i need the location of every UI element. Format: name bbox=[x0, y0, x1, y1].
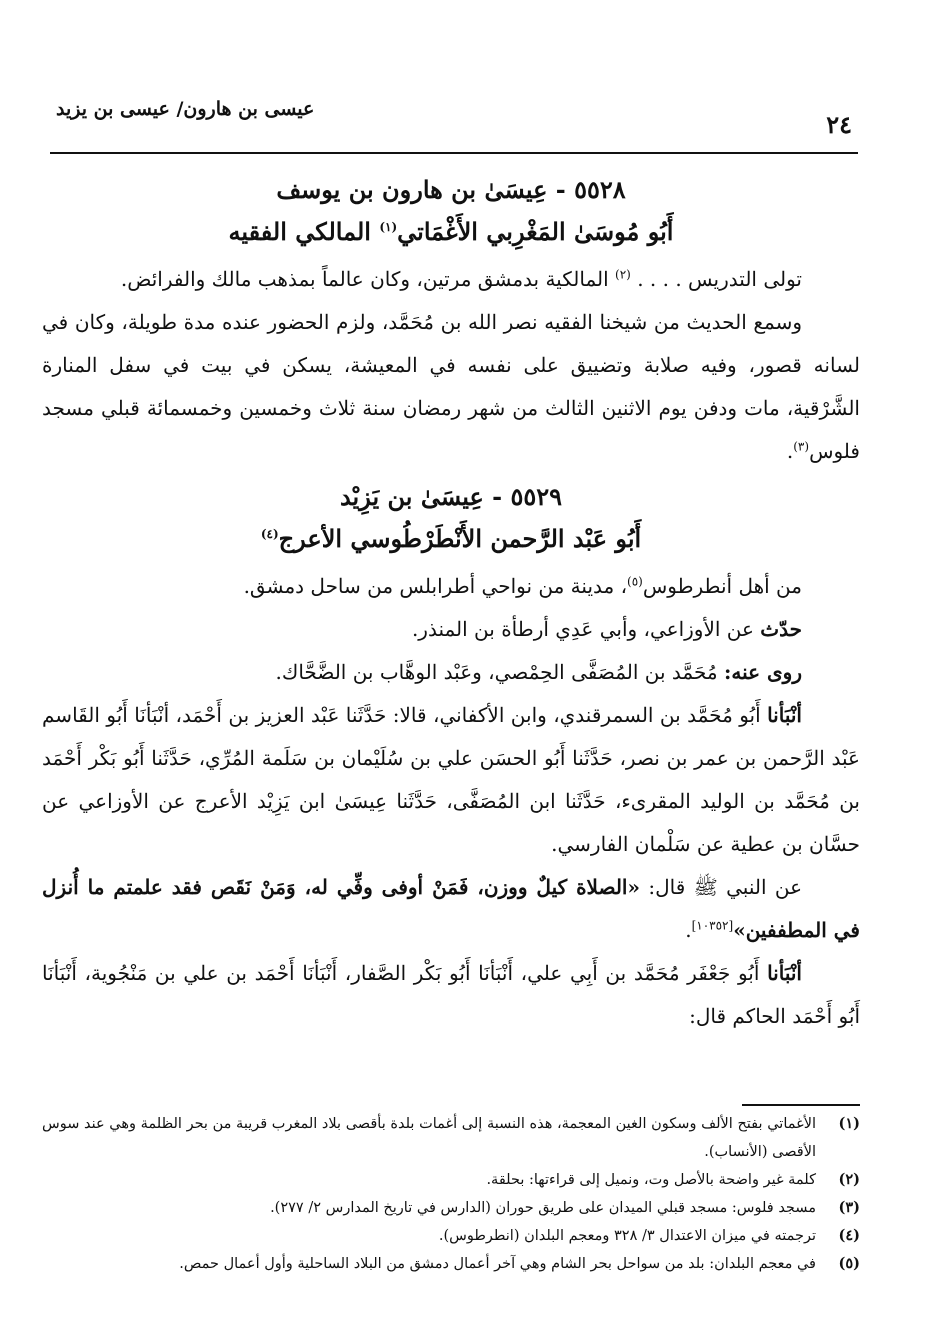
footnote-text: في معجم البلدان: بلد من سواحل بحر الشام وهي آخر أعمال دمشق من البلاد الساحلية وأول أعمال حمص. bbox=[179, 1256, 816, 1272]
footnote-item bbox=[42, 1250, 860, 1278]
footnote-item bbox=[42, 1194, 860, 1222]
footnote-item bbox=[42, 1222, 860, 1250]
footnote-ref[interactable]: (١) bbox=[379, 220, 398, 234]
paragraph-label: أنْبَأنا bbox=[767, 703, 802, 727]
paragraph-label: حدّث bbox=[760, 617, 802, 641]
entry-5528 bbox=[42, 170, 860, 473]
footnote-text: مسجد فلوس: مسجد قبلي الميدان على طريق حوران (الدارس في تاريخ المدارس ٢/ ٢٧٧). bbox=[270, 1200, 816, 1216]
text: عن النبي ﷺ قال: bbox=[640, 875, 803, 899]
text: تولى التدريس . . . . bbox=[630, 267, 802, 291]
paragraph bbox=[42, 866, 860, 952]
hadith-number: [١٠٣٥٢] bbox=[691, 918, 734, 933]
footnote-text: كلمة غير واضحة بالأصل وت، ونميل إلى قراءتها: بحلقة. bbox=[486, 1172, 816, 1188]
main-text bbox=[42, 170, 860, 1038]
paragraph-label: روى عنه: bbox=[723, 660, 802, 684]
subtitle-tail: المالكي الفقيه bbox=[228, 217, 380, 246]
text: . bbox=[685, 918, 692, 942]
text: . bbox=[786, 439, 794, 463]
footnotes bbox=[42, 1110, 860, 1278]
footnote-number: (٥) bbox=[838, 1255, 860, 1272]
footnote-divider bbox=[742, 1104, 860, 1106]
footnote-number: (١) bbox=[838, 1115, 860, 1132]
footnote-text: الأغماتي بفتح الألف وسكون الغين المعجمة، هذه النسبة إلى أغمات بلدة بأقصى بلاد المغرب قريبة من بحر الظلمة وهي عند سوس الأقصى (الأنساب). bbox=[42, 1116, 816, 1160]
subtitle-name: أَبُو مُوسَىٰ المَغْرِبي الأَغْمَاتي bbox=[397, 217, 674, 246]
footnote-ref[interactable]: (٥) bbox=[627, 574, 643, 589]
footnote-ref[interactable]: (٢) bbox=[615, 267, 631, 282]
paragraph-label: أنْبَأنا bbox=[767, 961, 802, 985]
paragraph bbox=[42, 651, 860, 694]
text: المالكية بدمشق مرتين، وكان عالماً بمذهب مالك والفرائض. bbox=[120, 267, 616, 291]
paragraph bbox=[42, 258, 860, 301]
text: عن الأوزاعي، وأبي عَدِي أرطأة بن المنذر. bbox=[411, 617, 761, 641]
text: ، مدينة من نواحي أطرابلس من ساحل دمشق. bbox=[243, 574, 628, 598]
text: وسمع الحديث من شيخنا الفقيه نصر الله بن مُحَمَّد، ولزم الحضور عنده مدة طويلة، وكان في لسانه قصور، وفيه صلابة وتضييق على نفسه في المعيشة، يسكن في بيت في سفل المنارة الشَّرْقية، مات ودفن يوم الاثنين الثالث من شهر رمضان سنة ثلاث وخمسين وخمسمائة قبلي مسجد فلوس bbox=[42, 310, 860, 463]
text: أَبُو مُحَمَّد بن السمرقندي، وابن الأكفاني، قالا: حَدَّثَنا عَبْد العزيز بن أَحْمَد، أنْبَأنَا أَبُو القَاسم عَبْد الرَّحمن بن عمر بن نصر، حَدَّثَنا أَبُو الحسَن علي بن سُلَيْمان بن سَلَمة المُرِّي، حَدَّثَنا أَبُو بَكْر أَحْمَد بن مُحَمَّد بن الوليد المقرىء، حَدَّثَنا ابن المُصَفَّى، حَدَّثَنا عِيسَىٰ ابن يَزِيْد الأعرج عن الأوزاعي عن حسَّان بن عطية عن سَلْمان الفارسي. bbox=[42, 703, 860, 856]
paragraph bbox=[42, 952, 860, 1038]
text: من أهل أنطرطوس bbox=[642, 574, 802, 598]
footnote-number: (٤) bbox=[838, 1227, 860, 1244]
footnote-item bbox=[42, 1110, 860, 1166]
subtitle-name: أَبُو عَبْد الرَّحمن الأَنْطَرْطُوسي الأعرج bbox=[278, 524, 642, 553]
entry-subtitle bbox=[42, 210, 860, 254]
running-title: عيسى بن هارون/ عيسى بن يزيد bbox=[56, 98, 315, 120]
footnote-item bbox=[42, 1166, 860, 1194]
entry-title: ٥٥٢٩ - عِيسَىٰ بن يَزِيْد bbox=[339, 482, 563, 511]
footnote-text: ترجمته في ميزان الاعتدال ٣/ ٣٢٨ ومعجم البلدان (انطرطوس). bbox=[438, 1228, 816, 1244]
paragraph bbox=[42, 565, 860, 608]
page-number: ٢٤ bbox=[826, 110, 852, 139]
entry-5529 bbox=[42, 477, 860, 1038]
paragraph bbox=[42, 301, 860, 473]
entry-title: ٥٥٢٨ - عِيسَىٰ بن هارون بن يوسف bbox=[276, 175, 626, 204]
paragraph bbox=[42, 694, 860, 866]
page-header bbox=[50, 96, 858, 154]
footnote-ref[interactable]: (٣) bbox=[793, 439, 810, 454]
footnote-ref[interactable]: (٤) bbox=[260, 527, 279, 541]
text: مُحَمَّد بن المُصَفَّى الحِمْصي، وعَبْد الوهَّاب بن الضَّحَّاك. bbox=[275, 660, 724, 684]
paragraph bbox=[42, 608, 860, 651]
hadith-quote: «الصلاة كيلٌ ووزن، فَمَنْ أوفى وفِّي له، وَمَنْ نَقَص فقد علمتم ما أُنزل في المطففين» bbox=[42, 875, 860, 942]
entry-subtitle bbox=[42, 517, 860, 561]
footnote-number: (٢) bbox=[838, 1171, 860, 1188]
footnote-number: (٣) bbox=[838, 1199, 860, 1216]
text: أَبُو جَعْفَر مُحَمَّد بن أَبِي علي، أَنْبَأنَا أَبُو بَكْر الصَّفار، أَنْبَأنَا أَحْمَد بن علي بن مَنْجُوية، أَنْبَأنَا أَبُو أَحْمَد الحاكم قال: bbox=[42, 961, 860, 1028]
